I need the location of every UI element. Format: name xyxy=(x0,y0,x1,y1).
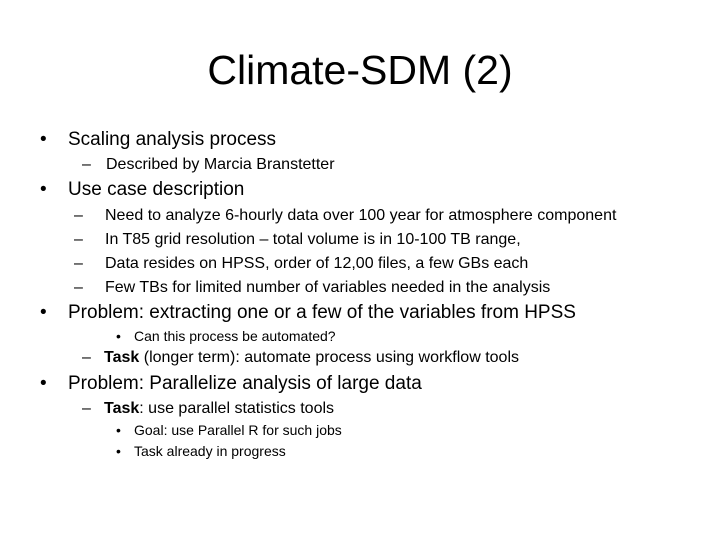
bullet-marker: – xyxy=(74,255,83,272)
bullet-text: Task already in progress xyxy=(134,443,286,459)
bullet-text: Few TBs for limited number of variables needed in the analysis xyxy=(105,279,551,296)
bullet-text: Described by Marcia Branstetter xyxy=(106,156,335,173)
bullet-text: Can this process be automated? xyxy=(134,328,336,344)
bullet-text-group xyxy=(104,398,334,419)
task-label: Task xyxy=(104,400,140,417)
bullet-text: Goal: use Parallel R for such jobs xyxy=(134,422,342,438)
bullet-marker: • xyxy=(116,422,121,438)
bullet-marker: • xyxy=(116,328,121,344)
bullet-text: Need to analyze 6-hourly data over 100 year for atmosphere component xyxy=(105,207,617,224)
bullet-text: In T85 grid resolution – total volume is in 10-100 TB range, xyxy=(105,231,521,248)
bullet-marker: • xyxy=(40,373,47,394)
bullet-marker: – xyxy=(74,207,83,224)
bullet-marker: • xyxy=(40,179,47,200)
bullet-marker: – xyxy=(74,231,83,248)
bullet-text: Scaling analysis process xyxy=(68,129,277,150)
bullet-text: : use parallel statistics tools xyxy=(139,400,335,417)
bullet-text: Problem: Parallelize analysis of large data xyxy=(68,373,422,394)
bullet-marker: – xyxy=(74,279,83,296)
bullet-marker: • xyxy=(116,443,121,459)
bullet-marker: – xyxy=(82,349,91,366)
bullet-marker: – xyxy=(82,156,91,173)
bullet-text: Data resides on HPSS, order of 12,00 files, a few GBs each xyxy=(105,255,529,272)
bullet-marker: • xyxy=(40,302,47,323)
slide-title: Climate-SDM (2) xyxy=(207,47,513,93)
bullet-text: Use case description xyxy=(68,179,245,200)
task-label: Task xyxy=(104,349,140,366)
bullet-marker: • xyxy=(40,129,47,150)
bullet-text-group xyxy=(104,347,519,368)
bullet-text: Problem: extracting one or a few of the variables from HPSS xyxy=(68,302,576,323)
bullet-text: (longer term): automate process using workflow tools xyxy=(143,349,519,366)
bullet-marker: – xyxy=(82,400,91,417)
